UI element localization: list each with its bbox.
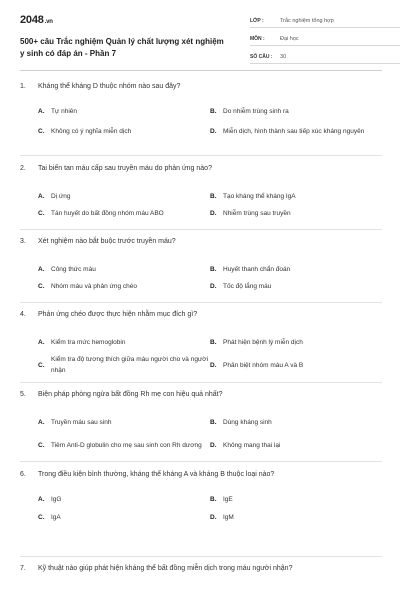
question-divider bbox=[20, 556, 382, 557]
option-text: Truyền máu sau sinh bbox=[51, 418, 112, 426]
option-letter: B. bbox=[210, 107, 217, 115]
option-text: Tự nhiên bbox=[51, 107, 78, 115]
option-text: Kiểm tra mức hemoglobin bbox=[51, 338, 126, 346]
question-divider bbox=[20, 155, 382, 156]
option-b[interactable] bbox=[210, 104, 382, 118]
option-text: Dùng kháng sinh bbox=[223, 418, 272, 426]
option-text: Công thức máu bbox=[51, 265, 96, 273]
question-7 bbox=[20, 560, 382, 578]
option-text: Do nhiễm trùng sinh ra bbox=[223, 107, 289, 115]
meta-row-count bbox=[250, 50, 400, 64]
option-letter: D. bbox=[210, 441, 217, 449]
question-3 bbox=[20, 233, 382, 293]
meta-value: Đại học bbox=[280, 35, 299, 42]
option-text: IgE bbox=[223, 495, 233, 503]
option-letter: D. bbox=[210, 513, 217, 521]
option-letter: B. bbox=[210, 338, 217, 346]
option-text: Phân biệt nhóm máu A và B bbox=[223, 361, 304, 369]
option-d[interactable] bbox=[210, 118, 382, 144]
option-d[interactable] bbox=[210, 510, 382, 524]
option-a[interactable] bbox=[38, 259, 210, 279]
question-text: Biện pháp phòng ngừa bất đồng Rh mẹ con hiệu quả nhất? bbox=[38, 391, 223, 398]
site-logo[interactable] bbox=[20, 14, 53, 26]
question-text: Kỹ thuật nào giúp phát hiện kháng thể bất đồng miễn dịch trong máu người nhận? bbox=[38, 565, 293, 572]
option-letter: A. bbox=[38, 265, 45, 273]
options bbox=[38, 412, 382, 458]
option-text: Nhiễm trùng sau truyền bbox=[223, 209, 291, 217]
option-text: Tán huyết do bất đồng nhóm máu ABO bbox=[51, 209, 164, 217]
question-divider bbox=[20, 382, 382, 383]
option-letter: A. bbox=[38, 192, 45, 200]
option-a[interactable] bbox=[38, 488, 210, 510]
option-text: Tiêm Anti-D globulin cho mẹ sau sinh con Rh dương bbox=[51, 441, 202, 449]
option-letter: A. bbox=[38, 107, 45, 115]
option-a[interactable] bbox=[38, 186, 210, 206]
meta-row-subject bbox=[250, 32, 400, 46]
option-letter: A. bbox=[38, 338, 45, 346]
question-text: Phản ứng chéo được thực hiện nhằm mục đích gì? bbox=[38, 311, 198, 318]
question-divider bbox=[20, 461, 382, 462]
logo-suffix: .vn bbox=[44, 19, 53, 25]
meta-value: Trắc nghiệm tổng hợp bbox=[280, 17, 334, 24]
question-text: Tai biến tan máu cấp sau truyền máu do phản ứng nào? bbox=[38, 165, 212, 172]
document-header bbox=[20, 14, 382, 66]
question-4 bbox=[20, 306, 382, 378]
meta-row-class bbox=[250, 14, 400, 28]
option-text: IgA bbox=[51, 513, 61, 521]
option-letter: C. bbox=[38, 127, 45, 135]
meta-value: 30 bbox=[280, 53, 287, 60]
option-a[interactable] bbox=[38, 332, 210, 352]
option-letter: D. bbox=[210, 127, 217, 135]
option-a[interactable] bbox=[38, 412, 210, 432]
option-letter: B. bbox=[210, 418, 217, 426]
question-divider bbox=[20, 302, 382, 303]
option-text: IgG bbox=[51, 495, 62, 503]
options bbox=[38, 104, 382, 144]
question-number: 7. bbox=[20, 565, 26, 572]
option-c[interactable] bbox=[38, 510, 210, 524]
option-b[interactable] bbox=[210, 412, 382, 432]
options bbox=[38, 488, 382, 524]
document-meta bbox=[250, 14, 400, 68]
question-number: 3. bbox=[20, 238, 26, 245]
question-text: Trong điều kiện bình thường, kháng thể kháng A và kháng B thuộc loại nào? bbox=[38, 471, 275, 478]
meta-label: SỐ CÂU : bbox=[250, 53, 273, 60]
meta-label: LỚP : bbox=[250, 17, 264, 24]
question-1 bbox=[20, 78, 382, 144]
option-letter: A. bbox=[38, 418, 45, 426]
option-a[interactable] bbox=[38, 104, 210, 118]
options bbox=[38, 186, 382, 220]
option-text: Dị ứng bbox=[51, 192, 71, 200]
option-letter: B. bbox=[210, 495, 217, 503]
option-text: Không có ý nghĩa miễn dịch bbox=[51, 127, 132, 135]
options bbox=[38, 332, 382, 378]
options bbox=[38, 259, 382, 293]
option-text: Nhóm máu và phản ứng chéo bbox=[51, 282, 138, 290]
question-5 bbox=[20, 386, 382, 458]
option-text: Miễn dịch, hình thành sau tiếp xúc kháng nguyên bbox=[223, 127, 365, 135]
option-d[interactable] bbox=[210, 279, 382, 293]
option-d[interactable] bbox=[210, 432, 382, 458]
option-text: Phát hiện bệnh lý miễn dịch bbox=[223, 338, 303, 346]
question-6 bbox=[20, 466, 382, 524]
option-letter: C. bbox=[38, 209, 45, 217]
question-number: 6. bbox=[20, 471, 26, 478]
option-c[interactable] bbox=[38, 206, 210, 220]
option-d[interactable] bbox=[210, 352, 382, 378]
question-number: 5. bbox=[20, 391, 26, 398]
option-letter: C. bbox=[38, 361, 45, 369]
option-text: IgM bbox=[223, 513, 234, 521]
option-b[interactable] bbox=[210, 332, 382, 352]
option-c[interactable] bbox=[38, 432, 210, 458]
question-number: 4. bbox=[20, 311, 26, 318]
option-text: Huyết thanh chẩn đoán bbox=[223, 265, 291, 273]
option-d[interactable] bbox=[210, 206, 382, 220]
option-letter: B. bbox=[210, 192, 217, 200]
question-number: 1. bbox=[20, 83, 26, 90]
option-text: Không mang thai lại bbox=[223, 441, 281, 449]
option-letter: D. bbox=[210, 282, 217, 290]
question-divider bbox=[20, 229, 382, 230]
logo-text: 2048 bbox=[20, 14, 44, 26]
option-c[interactable] bbox=[38, 279, 210, 293]
option-letter: C. bbox=[38, 513, 45, 521]
option-text: Tạo kháng thể kháng IgA bbox=[223, 192, 296, 200]
question-number: 2. bbox=[20, 165, 26, 172]
document-title: 500+ câu Trắc nghiệm Quản lý chất lượng xét nghiệm y sinh có đáp án - Phần 7 bbox=[20, 37, 224, 58]
option-letter: C. bbox=[38, 282, 45, 290]
option-letter: A. bbox=[38, 495, 45, 503]
option-b[interactable] bbox=[210, 259, 382, 279]
option-text: Kiểm tra độ tương thích giữa máu người cho và người nhận bbox=[51, 356, 209, 374]
option-b[interactable] bbox=[210, 488, 382, 510]
option-c[interactable] bbox=[38, 352, 210, 378]
option-c[interactable] bbox=[38, 118, 210, 144]
header-divider bbox=[20, 70, 382, 71]
option-text: Tốc độ lắng máu bbox=[223, 282, 272, 290]
option-letter: B. bbox=[210, 265, 217, 273]
question-text: Xét nghiệm nào bắt buộc trước truyền máu? bbox=[38, 238, 176, 245]
option-letter: D. bbox=[210, 209, 217, 217]
option-b[interactable] bbox=[210, 186, 382, 206]
option-letter: C. bbox=[38, 441, 45, 449]
question-text: Kháng thể kháng D thuộc nhóm nào sau đây? bbox=[38, 83, 181, 90]
question-2 bbox=[20, 160, 382, 220]
option-letter: D. bbox=[210, 361, 217, 369]
meta-label: MÔN : bbox=[250, 35, 265, 42]
